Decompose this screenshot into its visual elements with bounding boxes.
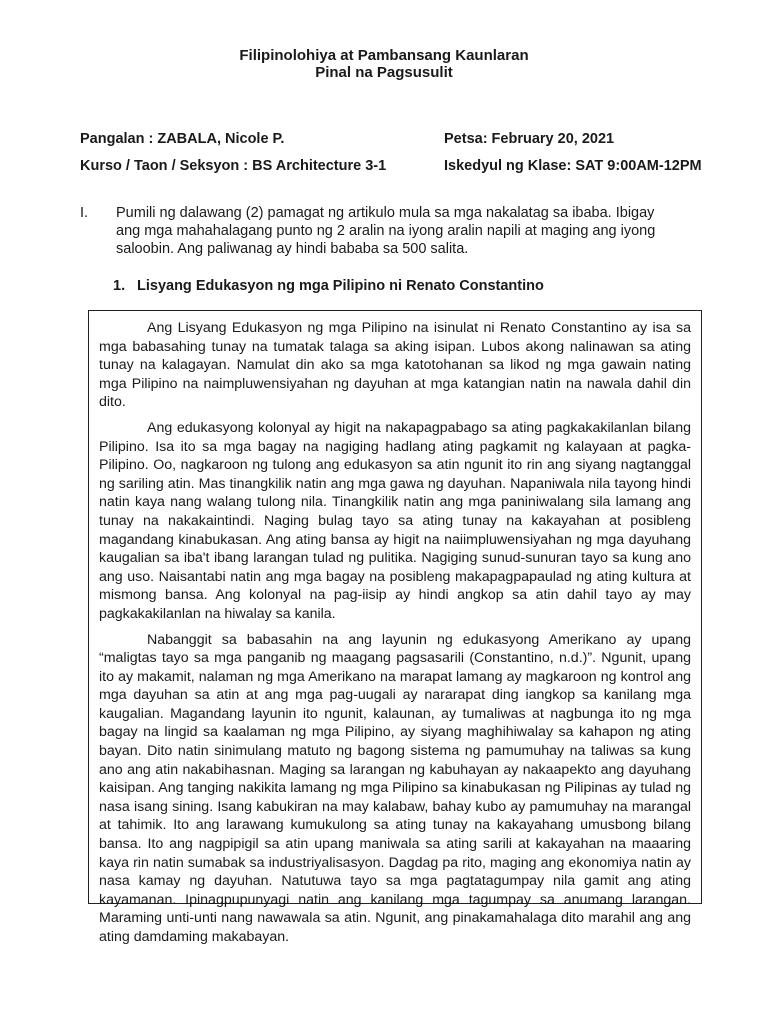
student-name: Pangalan : ZABALA, Nicole P. [80,131,285,147]
essay-paragraph: Ang Lisyang Edukasyon ng mga Pilipino na isinulat ni Renato Constantino ay isa sa mga babasahing tunay na tumatak talaga sa aking isipan. Lubos akong nalinawan sa ating tunay na kalagayan. Namulat din ako sa mga katotohanan sa likod ng mga gawain nating mga Pilipino na naimpluwensiyahan ng dayuhan at mga katangian natin na nawala dahil din dito. [99,320,691,411]
instruction-number: I. [80,205,89,221]
article-heading [113,277,544,295]
essay-box [88,310,702,945]
essay-paragraph: Nabanggit sa babasahin na ang layunin ng edukasyong Amerikano ay upang “maligtas tayo sa mga panganib ng maagang pagsasarili (Constantino, n.d.)”. Ngunit, upang ito ay makamit, nalaman ng mga Amerikano na marapat lamang ay magkaroon ng kontrol ang mga dayuhan sa atin at ang mga pag-uugali ay nararapat ding iangkop sa kanilang mga kaugalian. Magandang layunin ito ngunit, kalaunan, ay tumaliwas at nagbunga ito ng mga bagay na lingid sa kaalaman ng mga Pilipino, ay siyang maghihiwalay sa kahapon ng ating bayan. Dito natin sinimulang matuto ng bagong sistema ng pamumuhay na taliwas sa kung ano ang atin nakabihasnan. Maging sa larangan ng kabuhayan ay nakaapekto ang dayuhang kaisipan. Ang tanging nakikita lamang ng mga Pilipino sa kinabukasan ng Pilipinas ay tulad ng nasa isang sining. Isang kabukiran na may kalabaw, bahay kubo ay pamumuhay na marangal at tahimik. Ito ang larawang kumukulong sa ating tunay na kakayahang umusbong bilang bansa. Ito ang nagpipigil sa atin upang maniwala sa ating sarili at kakayahan na maaaring kaya rin natin sumabak sa industriyalisasyon. Dagdag pa rito, maging ang ekonomiya natin ay nasa kamay ng dayuhan. Natutuwa tayo sa mga pagtatagumpay nila gamit ang ating kayamanan. Ipinagpupunyagi natin ang kanilang mga tagumpay sa anumang larangan. Maraming unti-unti nang nawawala sa atin. Ngunit, ang pinakamahalaga dito marahil ang ang ating damdaming makabayan. [99,631,691,945]
exam-date: Petsa: February 20, 2021 [444,131,615,147]
course-title: Filipinolohiya at Pambansang Kaunlaran [239,47,529,64]
article-title: Lisyang Edukasyon ng mga Pilipino ni Renato Constantino [137,278,544,294]
class-schedule: Iskedyul ng Klase: SAT 9:00AM-12PM [444,158,702,174]
course-section: Kurso / Taon / Seksyon : BS Architecture 3-1 [80,158,387,174]
exam-title: Pinal na Pagsusulit [315,64,453,81]
instruction-text: Pumili ng dalawang (2) pamagat ng artikulo mula sa mga nakalatag sa ibaba. Ibigay ang mga mahahalagang punto ng 2 aralin na iyong aralin napili at maging ang iyong saloobin. Ang paliwanag ay hindi bababa sa 500 salita. [116,205,656,257]
essay-paragraph: Ang edukasyong kolonyal ay higit na nakapagpabago sa ating pagkakakilanlan bilang Pilipino. Isa ito sa mga bagay na nagiging hadlang ating pagkamit ng kalayaan at pagka-Pilipino. Oo, nagkaroon ng tulong ang edukasyon sa atin ngunit ito rin ang siyang nagtanggal ng sariling atin. Mas tinangkilik natin ang mga gawa ng dayuhan. Napaniwala nila tayong hindi natin kaya nang walang tulong nila. Tinangkilik natin ang mga paniniwalang sila lamang ang tunay na nakakaintindi. Naging bulag tayo sa ating tunay na kakayahan at posibleng magandang kinabukasan. Ang ating bansa ay higit na naiimpluwensiyahan ng mga dayuhang kaugalian sa iba't ibang larangan tulad ng pulitika. Nagiging sunud-sunuran tayo sa kung ano ang uso. Naisantabi natin ang mga bagay na posibleng makapagpapaulad ng ating kultura at mismong bansa. Ang kolonyal na pag-iisip ay hindi angkop sa atin dahil tayo ay may pagkakakilanlan na hiwalay sa kanila. [99,419,691,622]
article-number: 1. [113,278,126,294]
instruction [80,204,680,258]
